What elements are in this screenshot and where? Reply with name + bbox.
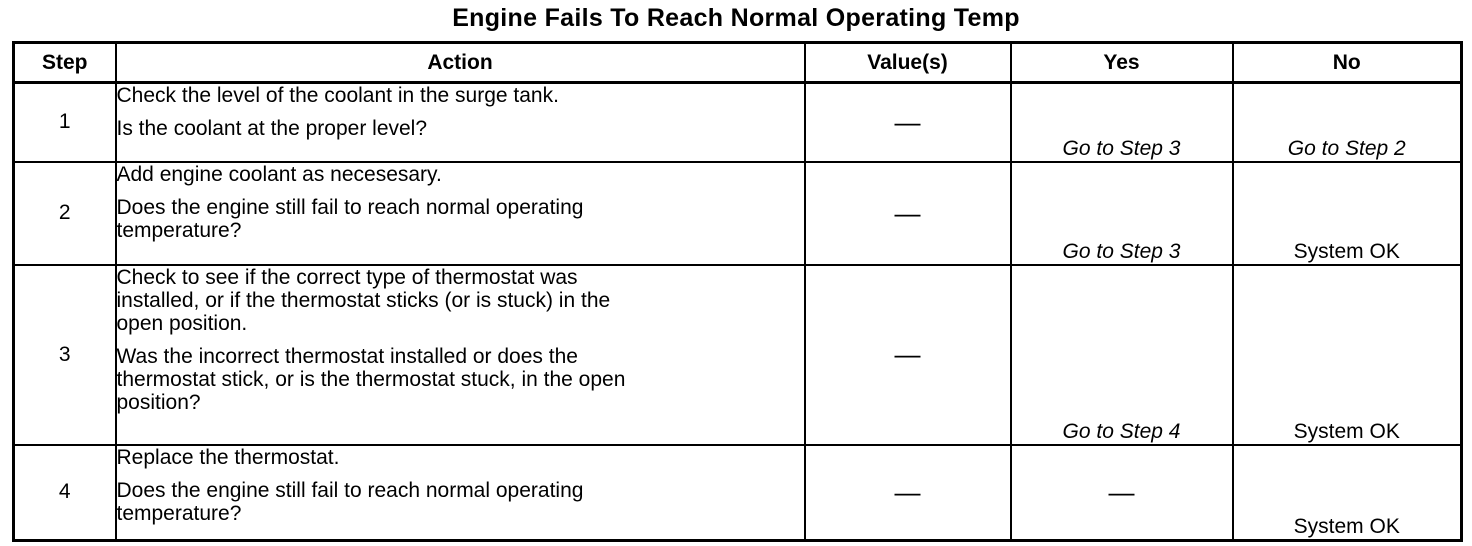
action-instruction-line: Check the level of the coolant in the surge tank.	[116, 84, 559, 107]
header-values: Value(s)	[805, 43, 1011, 83]
table-row	[14, 162, 1462, 265]
header-no: No	[1233, 43, 1462, 83]
step-number: 4	[14, 445, 116, 541]
no-cell: System OK	[1233, 162, 1462, 265]
header-step: Step	[14, 43, 116, 83]
value-cell: —	[805, 265, 1011, 445]
action-question-line: temperature?	[116, 218, 242, 242]
action-instruction-line: installed, or if the thermostat sticks (or is stuck) in the	[116, 288, 611, 312]
yes-cell: Go to Step 3	[1011, 162, 1233, 265]
no-cell: System OK	[1233, 265, 1462, 445]
no-cell: Go to Step 2	[1233, 83, 1462, 162]
action-cell	[116, 265, 805, 445]
header-yes: Yes	[1011, 43, 1233, 83]
no-cell: System OK	[1233, 445, 1462, 541]
step-number: 3	[14, 265, 116, 445]
header-action: Action	[116, 43, 805, 83]
action-question-line: thermostat stick, or is the thermostat stuck, in the open	[116, 367, 626, 391]
action-question-line: position?	[116, 390, 201, 414]
action-question-line: Does the engine still fail to reach normal operating	[116, 478, 584, 502]
action-instruction-line: Add engine coolant as necesesary.	[116, 162, 442, 186]
header-row	[14, 43, 1462, 83]
action-instruction-line: Check to see if the correct type of thermostat was	[116, 265, 578, 289]
yes-cell: —	[1011, 445, 1233, 541]
diagnostic-table	[12, 41, 1463, 542]
step-number: 1	[14, 83, 116, 162]
table-row	[14, 83, 1462, 162]
value-cell: —	[805, 162, 1011, 265]
yes-cell: Go to Step 4	[1011, 265, 1233, 445]
yes-cell: Go to Step 3	[1011, 83, 1233, 162]
step-number: 2	[14, 162, 116, 265]
action-cell	[116, 83, 805, 162]
action-question-line: Is the coolant at the proper level?	[116, 117, 428, 140]
table-row	[14, 445, 1462, 541]
action-cell	[116, 162, 805, 265]
value-cell: —	[805, 445, 1011, 541]
action-cell	[116, 445, 805, 541]
value-cell: —	[805, 83, 1011, 162]
action-question-line: Was the incorrect thermostat installed or does the	[116, 344, 578, 368]
action-instruction-line: Replace the thermostat.	[116, 445, 340, 469]
action-question-line: Does the engine still fail to reach normal operating	[116, 195, 584, 219]
action-instruction-line: open position.	[116, 311, 248, 335]
table-row	[14, 265, 1462, 445]
action-question-line: temperature?	[116, 501, 242, 525]
page-title: Engine Fails To Reach Normal Operating Temp	[452, 4, 1020, 32]
